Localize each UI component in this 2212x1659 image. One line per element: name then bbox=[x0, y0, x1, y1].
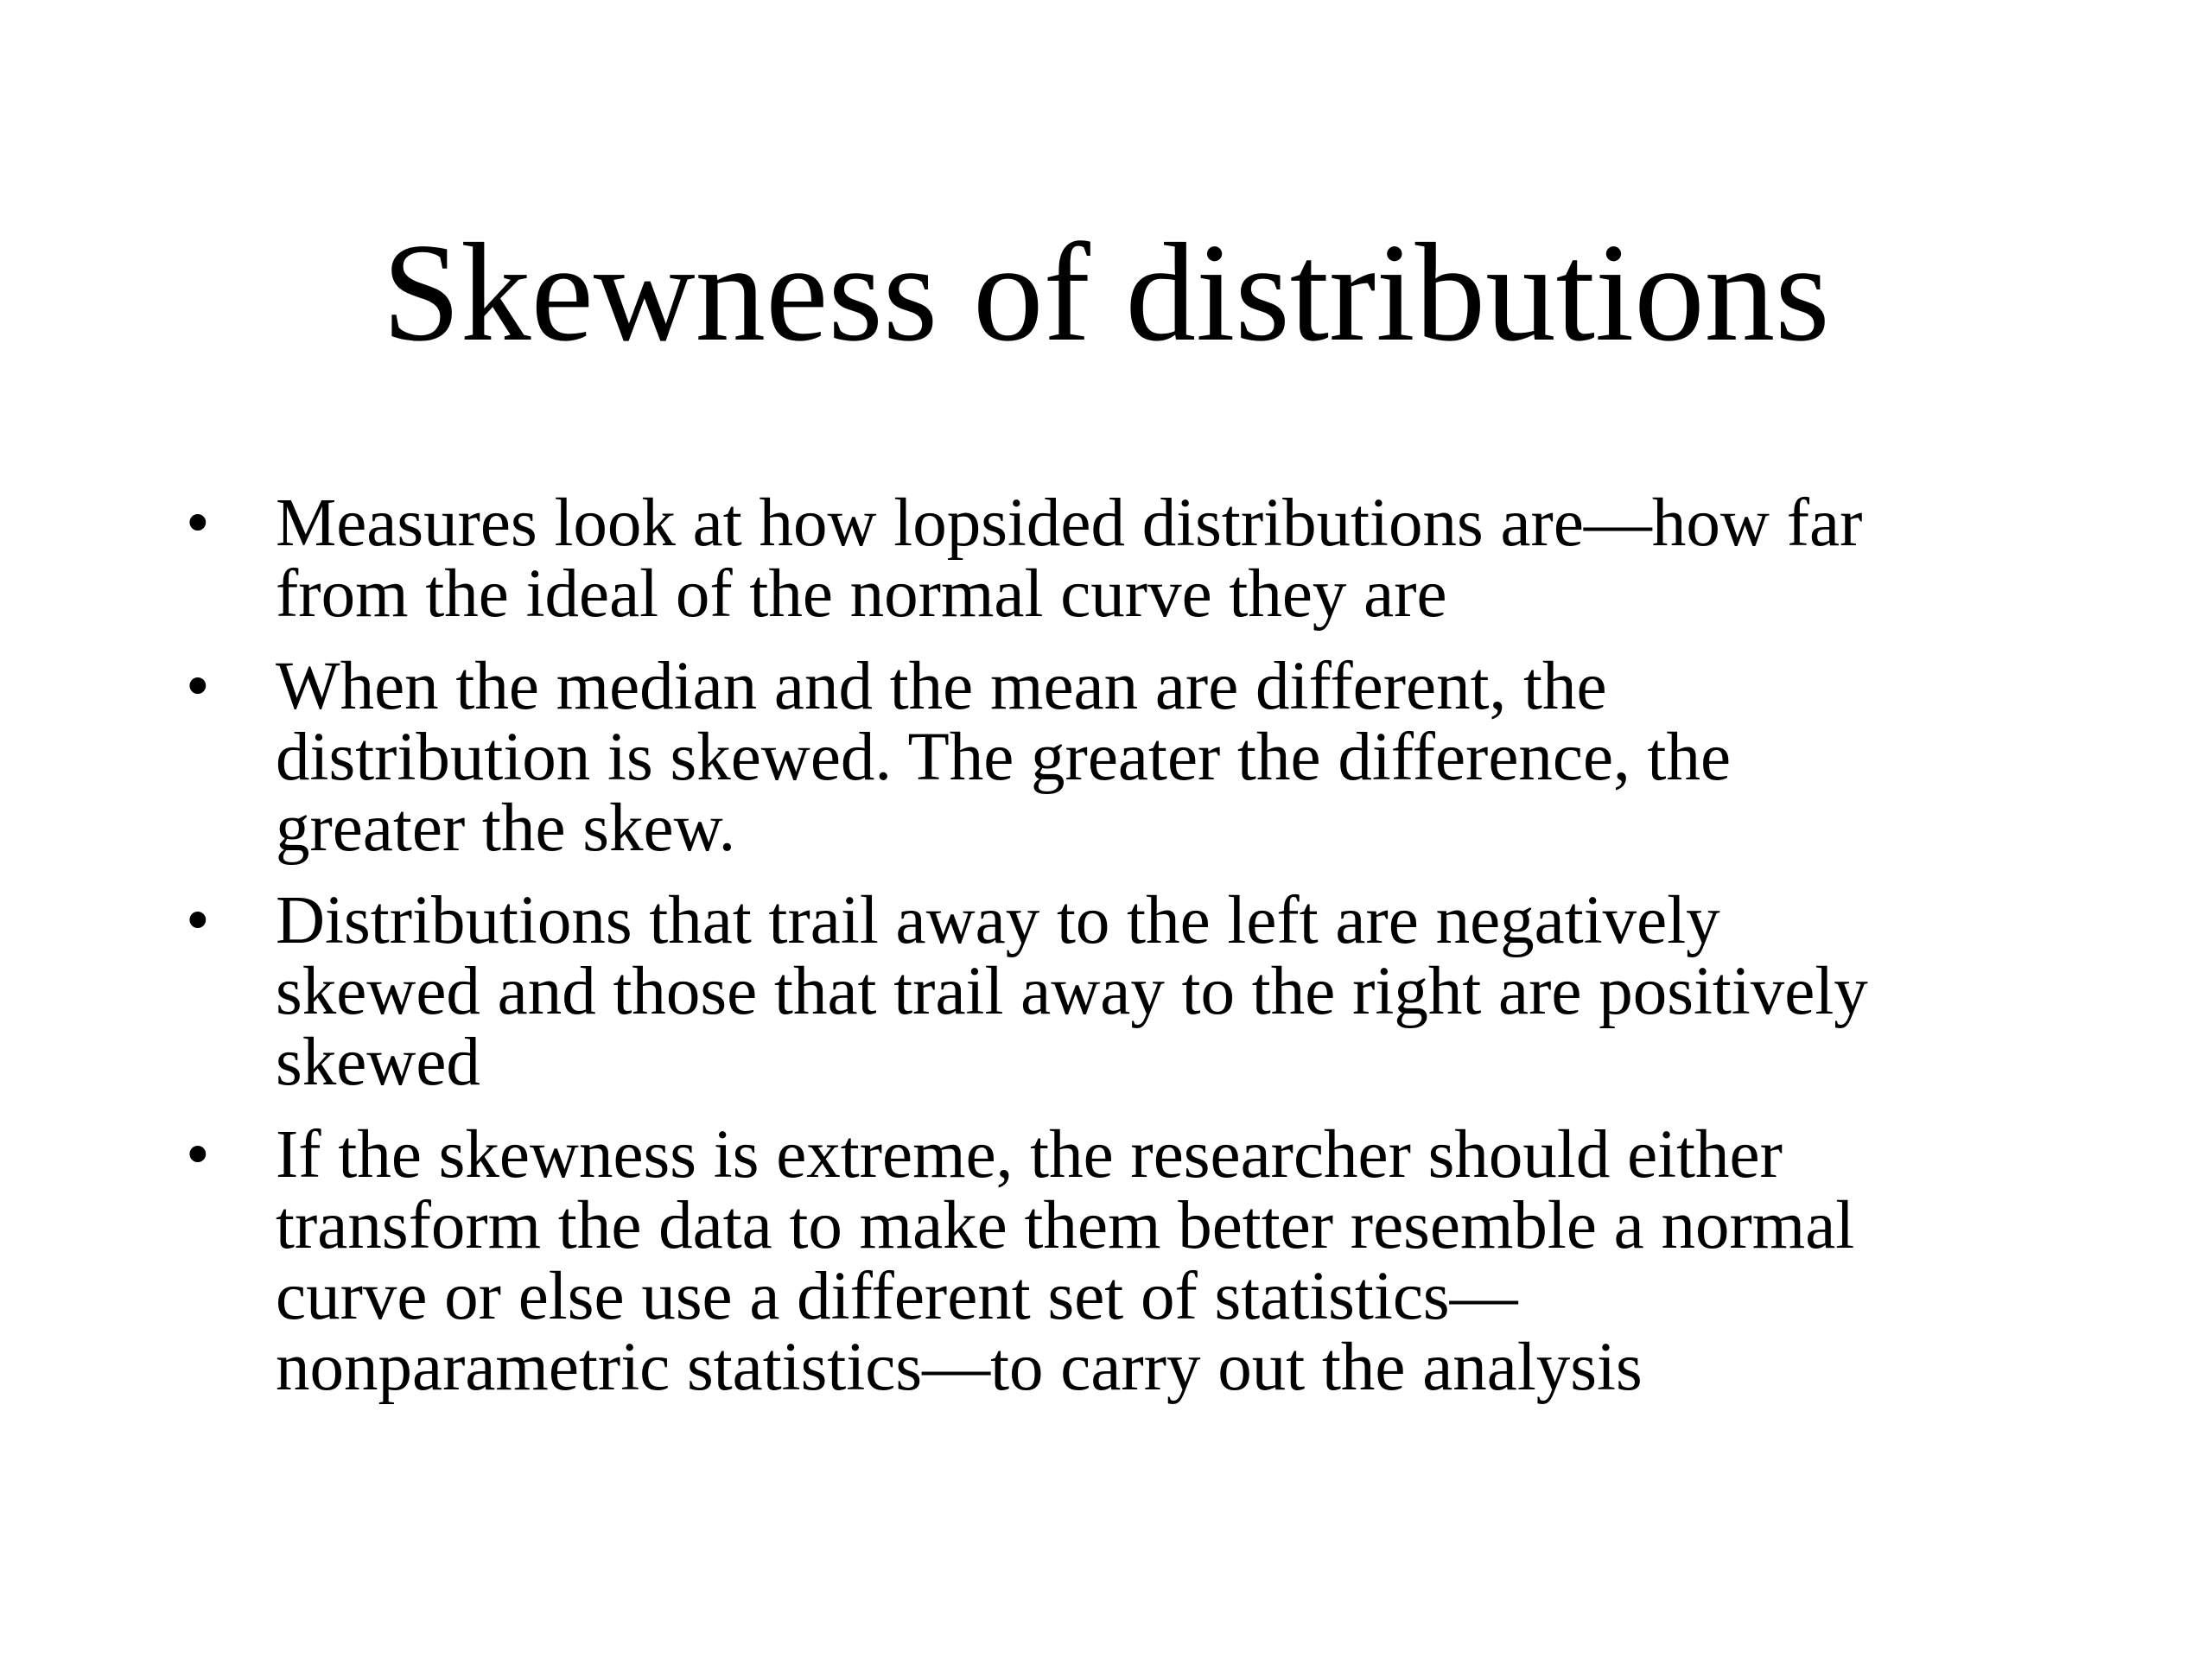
bullet-line: distribution is skewed. The greater the difference, the bbox=[276, 720, 1732, 795]
bullet-item bbox=[186, 1117, 2069, 1405]
bullet-line: When the median and the mean are different, the bbox=[276, 649, 1607, 724]
bullet-dot-icon: • bbox=[186, 486, 210, 561]
bullet-dot-icon: • bbox=[186, 649, 210, 724]
bullet-line: skewed and those that trail away to the right are positively bbox=[276, 954, 1868, 1029]
bullet-line: transform the data to make them better resemble a normal bbox=[276, 1188, 1855, 1263]
bullet-line: If the skewness is extreme, the researcher should either bbox=[276, 1117, 1783, 1192]
slide-title: Skewness of distributions bbox=[382, 215, 1830, 371]
bullet-item bbox=[186, 649, 2069, 866]
bullet-dot-icon: • bbox=[186, 883, 210, 958]
bullet-item bbox=[186, 488, 2069, 630]
bullet-line: Distributions that trail away to the left are negatively bbox=[276, 883, 1720, 958]
bullet-line: greater the skew. bbox=[276, 791, 736, 866]
bullet-list bbox=[186, 488, 2069, 1425]
bullet-item bbox=[186, 883, 2069, 1100]
bullet-line: from the ideal of the normal curve they are bbox=[276, 556, 1447, 632]
bullet-line: Measures look at how lopsided distributions are—how far bbox=[276, 486, 1863, 561]
bullet-dot-icon: • bbox=[186, 1117, 210, 1192]
bullet-line: skewed bbox=[276, 1025, 480, 1100]
bullet-line: curve or else use a different set of statistics— bbox=[276, 1259, 1518, 1334]
bullet-line: nonparametric statistics—to carry out the analysis bbox=[276, 1330, 1643, 1405]
